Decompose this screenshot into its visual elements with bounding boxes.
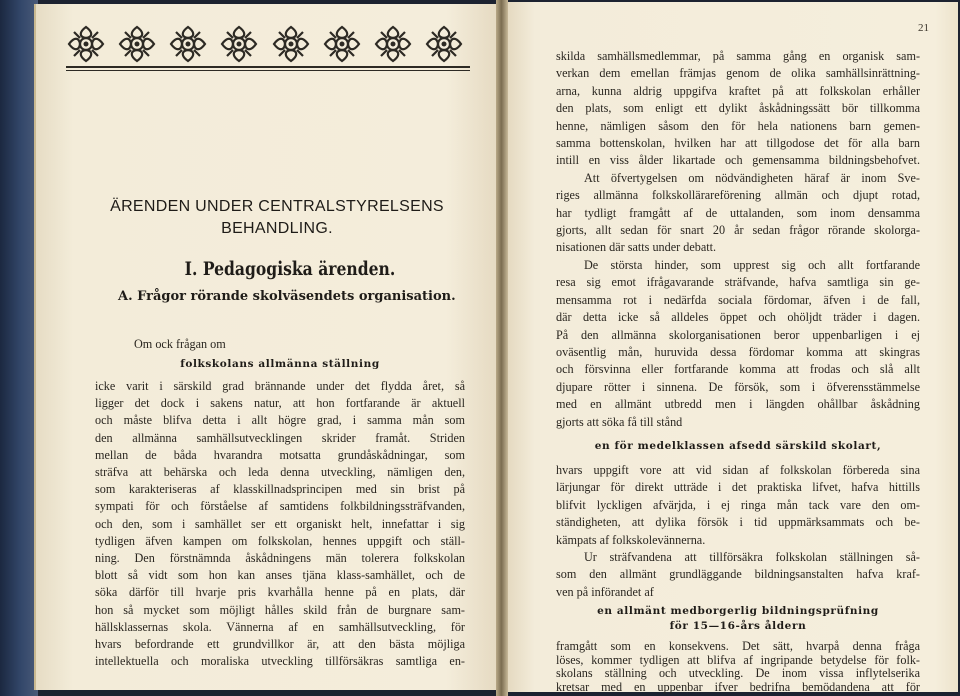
text-line: som karakteriseras af klasskillnadsprincipen med sin brist på [95, 482, 465, 497]
text-line: har tydligt framgått af de uttalanden, som inom densamma [556, 205, 920, 220]
text-line: intellektuella och moraliska utveckling tillförsäkras samtliga en- [95, 654, 465, 669]
text-line: arna, kunna aldrig uppgifva kraftet på att folkskolan erhåller [556, 83, 920, 98]
right-body-1 [556, 48, 920, 431]
chapter-heading-line2: BEHANDLING. [221, 220, 333, 237]
text-line: oväsentlig mån, huruvida dessa fördomar komma att skingras [556, 344, 920, 359]
text-line: Ur sträfvandena att tillförsäkra folkskolan ställningen så- [584, 550, 920, 565]
text-line: den allmänna samhällsutvecklingen skrider framåt. Striden [95, 430, 465, 445]
text-line: och måste blifva detta i allt högre grad, i samma mån som [95, 413, 465, 428]
text-line: samma bottenskolan, hvilken har att tillgodose det för alla barn [556, 136, 920, 151]
text-line: ning. Den förstnämnda åskådningens män tolerera folkskolan [95, 551, 465, 566]
section-title: I. Pedagogiska ärenden. [184, 258, 396, 280]
centered-heading: en för medelklassen afsedd särskild skolart, [594, 440, 882, 452]
flower-ornament-icon [66, 24, 106, 64]
right-body-3 [556, 640, 920, 694]
book-binding [0, 0, 38, 696]
text-line: icke varit i särskild grad brännande under det flydda året, så [95, 379, 465, 393]
left-body [95, 378, 465, 670]
text-line: hon så mycket som möjligt hålles skild från de burgnare sam- [95, 602, 465, 617]
ornament-rule [66, 70, 470, 71]
flower-ornament-icon [271, 24, 311, 64]
right-body-2 [556, 462, 920, 601]
page-gutter [496, 0, 508, 696]
text-line: gjorts, allt sedan för snart 20 år sedan frågor rörande skolorga- [556, 223, 920, 238]
centered-heading: en allmänt medborgerlig bildningsprüfning [597, 605, 879, 617]
text-line: skilda samhällsmedlemmar, på samma gång en organisk sam- [556, 49, 920, 63]
flower-ornament-icon [373, 24, 413, 64]
page-number: 21 [918, 22, 929, 34]
flower-ornament-icon [322, 24, 362, 64]
subsection-title: A. Frågor rörande skolväsendets organisation. [118, 289, 456, 304]
text-line: som den allmänt grundläggande bildningsanstalten hafva kraf- [556, 567, 920, 582]
text-line: hvars befordrande ett grundvillkor är, att den bästa möjliga [95, 637, 465, 652]
text-line: mellan de båda hvarandra motsatta grundåskådningar, som [95, 447, 465, 462]
text-line: verkan dem emellan främjas genom de olika samhällsinrättning- [556, 66, 920, 81]
text-line: och den, som i samhället ser ett organiskt helt, innefattar i sig [95, 516, 465, 531]
text-line: blifvit lyckligen afvärjda, i ej ringa mån tack vare den om- [556, 497, 920, 512]
text-line: mensamma rot i nedärfda sociala fördomar, äfven i de fall, [556, 292, 920, 307]
text-line: löses, kommer tydligen att blifva af ingripande betydelse för folk- [556, 652, 920, 667]
text-line: De största hinder, som upprest sig och allt fortfarande [584, 257, 920, 272]
text-line: nisationen där satts under debatt. [556, 240, 717, 255]
flower-ornament-icon [219, 24, 259, 64]
text-line: kämpats af folkskolevännerna. [556, 532, 706, 547]
text-line: ständigheten, att dylika försök i tid uppmärksammats och be- [556, 515, 920, 530]
text-line: kretsar med en uppenbar ifver bedrifna bemödandena att för [556, 679, 920, 694]
spaced-heading: folkskolans allmänna ställning [180, 358, 380, 370]
text-line: och försvinna eller fortfarande komma att frodas och slå allt [556, 362, 920, 377]
text-line: På den allmänna skolorganisationen beror uppenbarligen i ej [556, 327, 920, 342]
text-line: blott så vidt som hon kan anses tjäna klass-samhället, och de [95, 568, 465, 583]
text-line: hvars uppgift vore att vid sidan af folkskolan förbereda sina [556, 463, 920, 477]
intro-text: Om ock frågan om [134, 337, 226, 351]
text-line: resa sig emot ifrågavarande sträfvande, hafva samtliga sin ge- [556, 275, 920, 290]
text-line: gjorts att söka få till stånd [556, 414, 683, 429]
ornament-rule [66, 66, 470, 68]
chapter-heading: ÄRENDEN UNDER CENTRALSTYRELSENS [110, 198, 444, 215]
text-line: sträfva att behärska och leda denna utveckling, nämligen den, [95, 465, 465, 480]
text-line: intill en viss ålder likartade och gemensamma bildningsbehofvet. [556, 153, 920, 168]
text-line: där detta icke så alldeles öppet och ohöljdt träder i dagen. [556, 310, 920, 325]
flower-ornament-icon [424, 24, 464, 64]
intro-line [134, 336, 334, 353]
text-line: henne, nämligen såsom den för hela nationens barn gemen- [556, 118, 920, 133]
centered-heading: för 15—16-års åldern [669, 620, 807, 632]
flower-ornament-icon [117, 24, 157, 64]
text-line: med en allmänt utbredd men i längden ohållbar åskådning [556, 397, 920, 412]
text-line: tydligen äfven kampen om folkskolan, hennes uppgift och ställ- [95, 533, 465, 548]
flower-ornament-icon [168, 24, 208, 64]
text-line: lärjungar för direkt utträde i det praktiska lifvet, hafva hittills [556, 480, 920, 495]
text-line: ven på införandet af [556, 584, 654, 599]
text-line: framgått som en konsekvens. Det sätt, hvarpå denna fråga [556, 639, 920, 653]
text-line: hällsklassernas skola. Vännerna af en samhällsutveckling, för [95, 619, 465, 634]
text-line: djupare rötter i sinnena. De försök, som i öfverensstämmelse [556, 379, 920, 394]
ornament-row [66, 24, 464, 64]
text-line: riges allmänna folkskollärareförening allmän och djupt rotad, [556, 188, 920, 203]
text-line: skolans ställning och utveckling. De inom vissa inflytelserika [556, 666, 920, 680]
text-line: söka därför till hvarje pris kvarhålla henne på en plats, där [95, 585, 465, 600]
text-line: ligger det dock i sakens natur, att hon fortfarande är aktuell [95, 396, 465, 411]
text-line: den plats, som enligt ett dylikt åskådningssätt bör tillkomma [556, 101, 920, 116]
text-line: sympati för och förståelse af samtidens folkbildningssträfvanden, [95, 499, 465, 514]
text-line: Att öfvertygelsen om nödvändigheten häraf är inom Sve- [584, 170, 920, 185]
